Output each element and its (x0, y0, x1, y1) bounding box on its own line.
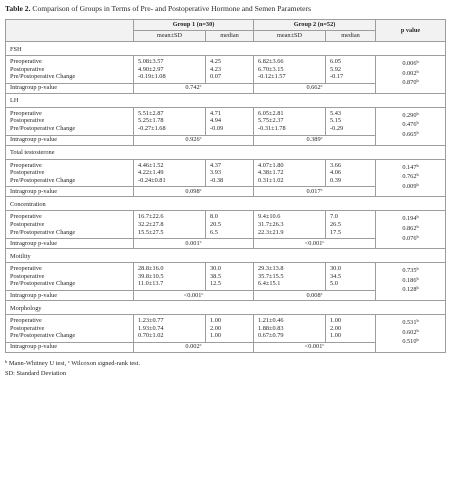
pvalue: 0.870 (402, 79, 417, 87)
header-g2-mean: mean±SD (254, 31, 326, 42)
pvalue-line (380, 225, 441, 235)
g2-intragroup-value-mark: c (320, 290, 323, 296)
g1-intragroup-value-mark: c (199, 238, 202, 244)
footnote-b-text: Mann-Whitney U test, (7, 359, 68, 367)
pvalue-mark: b (416, 181, 419, 187)
g2-median-cell-value: 1.00 (330, 316, 342, 324)
header-row-groups (6, 20, 446, 31)
pvalue-cell (376, 56, 446, 94)
g2-median-cell-value: 4.06 (330, 169, 342, 177)
pvalue-mark: b (416, 59, 419, 64)
g2-intragroup-value: <0.001 (304, 343, 323, 351)
g1-intragroup-value-mark: c (199, 135, 202, 141)
g2-mean-cell-value: 4.38±1.72 (258, 169, 284, 177)
pvalue: 0.128 (402, 286, 417, 294)
g2-intragroup-pvalue (254, 83, 376, 93)
intragroup-label: Intragroup p-value (6, 135, 134, 145)
g1-median-cell-value: 6.5 (210, 228, 218, 236)
pvalue-line (380, 173, 441, 183)
pvalue-line (380, 183, 441, 193)
g2-median-cell (326, 314, 376, 342)
section-name: Motility (6, 249, 446, 263)
pvalue-cell (376, 314, 446, 352)
header-empty-cell (6, 20, 134, 42)
table-footnotes (5, 359, 445, 379)
footnote-c-text: Wilcoxon signed-rank test. (69, 359, 141, 367)
row-label: Pre/Postoperative Change (10, 332, 76, 340)
header-group1: Group 1 (n=30) (134, 20, 254, 31)
g1-mean-cell (134, 211, 206, 239)
row-labels (6, 263, 134, 291)
g2-mean-cell-value: 5.75±2.37 (258, 117, 284, 125)
g1-intragroup-value-mark: c (199, 187, 202, 193)
pvalue-mark: b (416, 129, 419, 135)
table-figure (5, 0, 445, 379)
pvalue-mark: b (416, 172, 419, 178)
g2-mean-cell-value: 9.4±10.6 (258, 213, 281, 221)
section-header-row (6, 42, 446, 56)
pvalue-mark: b (416, 275, 419, 281)
g1-mean-cell (134, 56, 206, 84)
section-header-row (6, 300, 446, 314)
intragroup-label: Intragroup p-value (6, 290, 134, 300)
g2-mean-cell (254, 314, 326, 342)
g1-median-cell (206, 314, 254, 342)
intragroup-label: Intragroup p-value (6, 83, 134, 93)
g2-mean-cell-value: 1.21±0.46 (258, 316, 284, 324)
g2-mean-cell-value: -0.12±1.57 (258, 73, 286, 81)
g2-mean-cell-value: 6.70±3.15 (258, 65, 284, 73)
pvalue: 0.186 (402, 276, 417, 284)
pvalue-line (380, 70, 441, 80)
header-pvalue: p value (376, 20, 446, 42)
g1-mean-cell-value: 28.8±16.0 (138, 265, 164, 273)
g1-mean-cell-value: -0.19±1.08 (138, 73, 166, 81)
g2-intragroup-value: 0.017 (306, 188, 321, 196)
row-labels (6, 159, 134, 187)
g1-mean-cell-value: 39.8±10.5 (138, 272, 164, 280)
g1-median-cell-value: 2.00 (210, 324, 222, 332)
g2-median-cell-value: -0.17 (330, 73, 344, 81)
pvalue-mark: b (416, 233, 419, 239)
g1-mean-cell-value: 5.08±3.57 (138, 58, 164, 65)
g1-median-cell-value: 8.0 (210, 213, 218, 221)
row-labels (6, 211, 134, 239)
pvalue-line (380, 215, 441, 225)
pvalue-line (380, 164, 441, 174)
row-label: Preoperative (10, 316, 42, 324)
row-label: Postoperative (10, 272, 45, 280)
pvalue-mark: b (416, 110, 419, 116)
section-header-row (6, 249, 446, 263)
pvalue-line (380, 79, 441, 89)
footnote-c-mark: c (67, 358, 70, 364)
pvalue: 0.602 (402, 328, 417, 336)
row-label: Postoperative (10, 117, 45, 125)
pvalue: 0.735 (402, 267, 417, 275)
pvalue: 0.002 (402, 69, 417, 77)
g1-mean-cell-value: -0.27±1.68 (138, 124, 166, 132)
g2-mean-cell-value: 35.7±15.5 (258, 272, 284, 280)
pvalue-line (380, 319, 441, 329)
g1-intragroup-value: 0.742 (185, 84, 200, 92)
g2-median-cell-value: 26.5 (330, 220, 342, 228)
pvalue-line (380, 60, 441, 70)
g2-mean-cell (254, 107, 326, 135)
header-g1-mean: mean±SD (134, 31, 206, 42)
g2-mean-cell-value: 31.7±26.3 (258, 220, 284, 228)
g1-median-cell-value: 1.00 (210, 316, 222, 324)
g1-median-cell-value: 30.0 (210, 265, 222, 273)
g1-median-cell (206, 56, 254, 84)
g1-intragroup-pvalue (134, 290, 254, 300)
section-header-row (6, 145, 446, 159)
g1-mean-cell-value: 11.0±13.7 (138, 280, 164, 288)
g1-median-cell-value: -0.09 (210, 124, 224, 132)
g1-median-cell (206, 263, 254, 291)
g1-intragroup-value: 0.002 (185, 343, 200, 351)
row-label: Preoperative (10, 109, 42, 117)
g2-median-cell-value: 3.66 (330, 161, 342, 169)
pvalue: 0.147 (402, 163, 417, 171)
caption-label: Table 2. (5, 4, 31, 13)
pvalue: 0.665 (402, 130, 417, 138)
pvalue-line (380, 131, 441, 141)
pvalue: 0.762 (402, 173, 417, 181)
section-data-row (6, 263, 446, 291)
pvalue-mark: b (416, 162, 419, 168)
g2-median-cell (326, 263, 376, 291)
g2-median-cell-value: 5.15 (330, 117, 342, 125)
g2-median-cell (326, 211, 376, 239)
pvalue: 0.290 (402, 111, 417, 119)
row-label: Postoperative (10, 65, 45, 73)
intragroup-label: Intragroup p-value (6, 342, 134, 352)
row-label: Preoperative (10, 265, 42, 273)
section-name: Total testosterone (6, 145, 446, 159)
row-labels (6, 107, 134, 135)
g1-intragroup-value-mark: c (199, 342, 202, 348)
g1-mean-cell-value: 0.70±1.02 (138, 332, 164, 340)
row-labels (6, 56, 134, 84)
pvalue-cell (376, 211, 446, 249)
g1-median-cell-value: -0.38 (210, 176, 224, 184)
pvalue-mark: b (416, 120, 419, 126)
g2-intragroup-pvalue (254, 239, 376, 249)
g1-intragroup-pvalue (134, 342, 254, 352)
pvalue-line (380, 121, 441, 131)
row-label: Postoperative (10, 169, 45, 177)
g2-intragroup-value: 0.662 (306, 84, 321, 92)
g2-median-cell-value: -0.29 (330, 124, 344, 132)
g1-mean-cell (134, 263, 206, 291)
g2-mean-cell (254, 56, 326, 84)
g2-median-cell (326, 56, 376, 84)
pvalue: 0.194 (402, 215, 417, 223)
g2-intragroup-value-mark: c (322, 238, 325, 244)
g1-mean-cell-value: 1.93±0.74 (138, 324, 164, 332)
g2-intragroup-value-mark: c (322, 342, 325, 348)
intragroup-label: Intragroup p-value (6, 239, 134, 249)
header-g1-median: median (206, 31, 254, 42)
pvalue-cell (376, 159, 446, 197)
section-data-row (6, 314, 446, 342)
g2-mean-cell-value: 1.88±0.83 (258, 324, 284, 332)
g2-mean-cell (254, 263, 326, 291)
g1-median-cell-value: 3.93 (210, 169, 222, 177)
row-label: Preoperative (10, 58, 42, 65)
section-data-row (6, 107, 446, 135)
pvalue-mark: b (416, 266, 419, 272)
g2-median-cell (326, 159, 376, 187)
g1-intragroup-pvalue (134, 135, 254, 145)
row-label: Postoperative (10, 324, 45, 332)
g1-mean-cell (134, 314, 206, 342)
g2-intragroup-pvalue (254, 187, 376, 197)
g1-median-cell-value: 20.5 (210, 220, 222, 228)
g2-mean-cell-value: 0.31±1.02 (258, 176, 284, 184)
g2-intragroup-pvalue (254, 135, 376, 145)
pvalue-line (380, 267, 441, 277)
g2-median-cell-value: 2.00 (330, 324, 342, 332)
pvalue-line (380, 329, 441, 339)
g2-intragroup-value-mark: c (320, 135, 323, 141)
g1-intragroup-pvalue (134, 83, 254, 93)
g2-intragroup-pvalue (254, 290, 376, 300)
g2-intragroup-value: 0.008 (306, 291, 321, 299)
footnote-b-mark: b (5, 358, 8, 364)
g2-intragroup-value-mark: c (320, 83, 323, 89)
pvalue: 0.531 (402, 318, 417, 326)
g1-median-cell-value: 38.5 (210, 272, 222, 280)
g1-mean-cell-value: 1.23±0.77 (138, 316, 164, 324)
pvalue-mark: b (416, 214, 419, 220)
header-group2: Group 2 (n=52) (254, 20, 376, 31)
pvalue-mark: b (416, 337, 419, 343)
g1-median-cell-value: 4.71 (210, 109, 222, 117)
pvalue-mark: b (416, 317, 419, 323)
g1-mean-cell-value: 4.46±1.52 (138, 161, 164, 169)
row-label: Pre/Postoperative Change (10, 73, 76, 81)
g2-intragroup-value: <0.001 (304, 239, 323, 247)
table-caption (5, 4, 445, 14)
header-g2-median: median (326, 31, 376, 42)
section-data-row (6, 159, 446, 187)
g2-median-cell-value: 0.39 (330, 176, 342, 184)
g2-median-cell (326, 107, 376, 135)
g2-mean-cell-value: 22.3±21.9 (258, 228, 284, 236)
pvalue-line (380, 338, 441, 348)
g2-median-cell-value: 5.0 (330, 280, 338, 288)
section-name: LH (6, 93, 446, 107)
pvalue-mark: b (416, 223, 419, 229)
g2-mean-cell-value: -0.31±1.78 (258, 124, 286, 132)
g2-mean-cell (254, 211, 326, 239)
pvalue-mark: b (416, 327, 419, 333)
pvalue-cell (376, 263, 446, 301)
g1-median-cell-value: 4.25 (210, 58, 222, 65)
g1-median-cell-value: 0.07 (210, 73, 222, 81)
g1-intragroup-pvalue (134, 239, 254, 249)
g1-intragroup-value: 0.001 (185, 239, 200, 247)
results-table (5, 19, 446, 353)
row-labels (6, 314, 134, 342)
g1-median-cell-value: 12.5 (210, 280, 222, 288)
row-label: Preoperative (10, 213, 42, 221)
g1-intragroup-value: 0.098 (185, 188, 200, 196)
pvalue-line (380, 235, 441, 245)
g1-median-cell (206, 159, 254, 187)
pvalue: 0.476 (402, 121, 417, 129)
g1-mean-cell-value: 16.7±22.6 (138, 213, 164, 221)
g1-median-cell-value: 4.37 (210, 161, 222, 169)
footnote-tests (5, 359, 445, 369)
pvalue: 0.076 (402, 234, 417, 242)
g2-median-cell-value: 5.92 (330, 65, 342, 73)
g1-median-cell (206, 211, 254, 239)
g2-median-cell-value: 1.00 (330, 332, 342, 340)
g2-mean-cell-value: 6.4±15.1 (258, 280, 281, 288)
g1-intragroup-pvalue (134, 187, 254, 197)
row-label: Postoperative (10, 220, 45, 228)
g2-median-cell-value: 30.0 (330, 265, 342, 273)
pvalue-line (380, 286, 441, 296)
pvalue-mark: b (416, 68, 419, 74)
intragroup-label: Intragroup p-value (6, 187, 134, 197)
pvalue-cell (376, 107, 446, 145)
g1-median-cell-value: 1.00 (210, 332, 222, 340)
g2-intragroup-value-mark: c (320, 187, 323, 193)
footnote-sd: SD: Standard Deviation (5, 369, 67, 377)
g2-mean-cell-value: 0.67±0.79 (258, 332, 284, 340)
g2-mean-cell-value: 4.07±1.80 (258, 161, 284, 169)
g2-mean-cell-value: 29.3±13.8 (258, 265, 284, 273)
g1-mean-cell-value: -0.24±0.81 (138, 176, 166, 184)
g1-mean-cell-value: 4.22±1.49 (138, 169, 164, 177)
g1-mean-cell (134, 107, 206, 135)
section-name: FSH (6, 42, 446, 56)
section-name: Morphology (6, 300, 446, 314)
g1-intragroup-value: <0.001 (183, 291, 202, 299)
g2-mean-cell (254, 159, 326, 187)
g2-mean-cell-value: 6.05±2.81 (258, 109, 284, 117)
g1-median-cell-value: 4.94 (210, 117, 222, 125)
g1-intragroup-value-mark: c (201, 290, 204, 296)
g1-mean-cell (134, 159, 206, 187)
section-header-row (6, 197, 446, 211)
section-name: Concentration (6, 197, 446, 211)
section-data-row (6, 56, 446, 84)
pvalue: 0.009 (402, 182, 417, 190)
section-data-row (6, 211, 446, 239)
pvalue-mark: b (416, 285, 419, 291)
g2-median-cell-value: 5.43 (330, 109, 342, 117)
g1-mean-cell-value: 4.90±2.97 (138, 65, 164, 73)
g1-intragroup-value: 0.926 (185, 136, 200, 144)
pvalue: 0.862 (402, 224, 417, 232)
g1-mean-cell-value: 32.2±27.8 (138, 220, 164, 228)
g1-mean-cell-value: 5.25±1.78 (138, 117, 164, 125)
pvalue-line (380, 112, 441, 122)
row-label: Pre/Postoperative Change (10, 124, 76, 132)
pvalue-line (380, 277, 441, 287)
g2-intragroup-pvalue (254, 342, 376, 352)
row-label: Pre/Postoperative Change (10, 280, 76, 288)
g1-mean-cell-value: 5.51±2.87 (138, 109, 164, 117)
pvalue: 0.510 (402, 338, 417, 346)
g2-median-cell-value: 17.5 (330, 228, 342, 236)
g2-median-cell-value: 34.5 (330, 272, 342, 280)
section-header-row (6, 93, 446, 107)
g1-intragroup-value-mark: c (199, 83, 202, 89)
g2-median-cell-value: 6.05 (330, 58, 342, 65)
pvalue: 0.006 (402, 60, 417, 67)
g1-median-cell (206, 107, 254, 135)
g1-median-cell-value: 4.23 (210, 65, 222, 73)
g2-median-cell-value: 7.0 (330, 213, 338, 221)
g2-intragroup-value: 0.389 (306, 136, 321, 144)
g2-mean-cell-value: 6.82±3.66 (258, 58, 284, 65)
pvalue-mark: b (416, 78, 419, 84)
row-label: Pre/Postoperative Change (10, 228, 76, 236)
row-label: Pre/Postoperative Change (10, 176, 76, 184)
g1-mean-cell-value: 15.5±27.5 (138, 228, 164, 236)
caption-text: Comparison of Groups in Terms of Pre- and Postoperative Hormone and Semen Parameters (32, 4, 311, 13)
row-label: Preoperative (10, 161, 42, 169)
